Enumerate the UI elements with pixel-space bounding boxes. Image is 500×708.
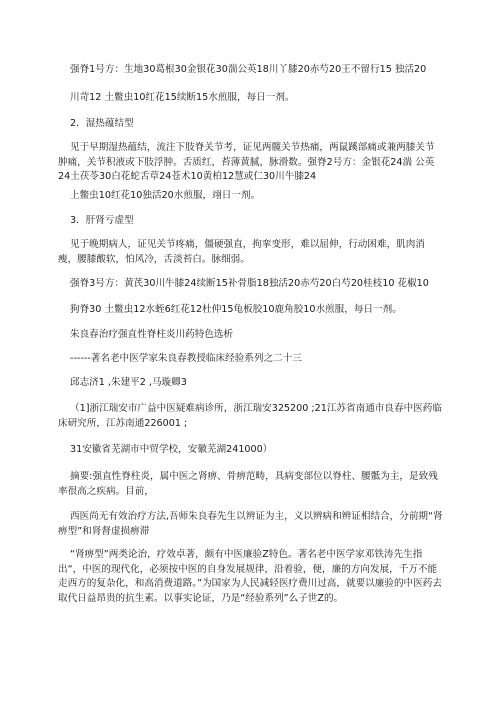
paragraph-liver-kidney: 见于晚期病人，证见关节疼痛，僵硬强直，拘挛变形，难以屈伸，行动困难，肌肉消瘦，腰膝酸软，怕风冷，舌淡苔白。脉细弱。 <box>58 239 425 265</box>
formula-1-line-1: 强脊1号方：生地30葛根30金银花30湍公英18川丫膝20赤芍20王不留行15 独活20 <box>70 64 427 75</box>
article-authors: 邱志济1 ,朱建平2 ,马璇卿3 <box>70 377 187 388</box>
paragraph-damp-heat: 见于早期湿热蕴结，流注下肢脊关节考，证见两髋关节热痛，两鼠蹊部痛或兼两膝关节肿痛，关节积液或下肢浮肿。舌质红，苔薄黄腻，脉滑数。强脊2号方：金银花24湍 公英24土茯苓30白花蛇舌草24苍术10黄柏12慧或仁30川牛膝24 <box>58 142 435 182</box>
formula-3-line-2: 狗脊30 土鳖虫12水蛭6红花12杜仲15龟板胶10鹿角胶10水煎服，每日一剂。 <box>70 304 402 315</box>
formula-3-line-1: 强脊3号方：黄芪30川牛膝24续断15补骨脂18独活20赤芍20白芍20桂枝10 花椒10 <box>70 278 429 289</box>
section-heading-3: 3．肝肾亏虚型 <box>70 215 134 226</box>
article-subtitle: ------著名老中医学家朱良春教授临床经验系列之二十三 <box>70 353 302 364</box>
abstract-part-1: 摘要:强直性脊柱炎，属中医之肾痹、骨痹范畴，具病变部位以脊柱、腰骶为主，是致残率很高之疾病。目前， <box>58 471 438 497</box>
formula-1-line-2: 川苛12 土鳖虫10红花15续断15水煎服，每日一剂。 <box>70 92 295 103</box>
section-heading-2: 2．湿热蕴结型 <box>70 118 134 129</box>
abstract-part-2: 西医尚无有效治疗方法,吾师朱良春先生以辨证为主，义以辨病和辨证相结合，分前期“肾痹型”和肾督虚损痹滞 <box>58 511 443 537</box>
formula-2-line-2: 上鳖虫10红花10独活20水煎服，翊日一剂。 <box>70 190 261 201</box>
abstract-part-3: “肾痹型”两类论治，疗效卓著，颇有中医廉验Z特色。著名老中医学家邓铁涛先生指出“，中医的现代化，必须按中医的自身发展规律，沿着验，便，廉的方向发展，千万不能走西方的复杂化，和高消费道路。”为国家为人民减轻医疗费川过高，就要以廉验的中医药去取代日益昂贵的抗生素。以事实论证，乃是“经验系列”么子世Z的。 <box>58 549 442 604</box>
author-affiliations: （1]浙江瑞安市广益中医疑难病诊所，浙江瑞安325200 ;21江苏省南通市良春中医药临床研究所，江苏南通226001 ; <box>58 403 442 429</box>
article-title: 朱良春治疗强直性脊柱炎川药特色选析 <box>70 329 234 340</box>
author-affiliation-3: 31安徽省芜湖市中贸学校，安徽芜湖241000） <box>70 444 273 455</box>
